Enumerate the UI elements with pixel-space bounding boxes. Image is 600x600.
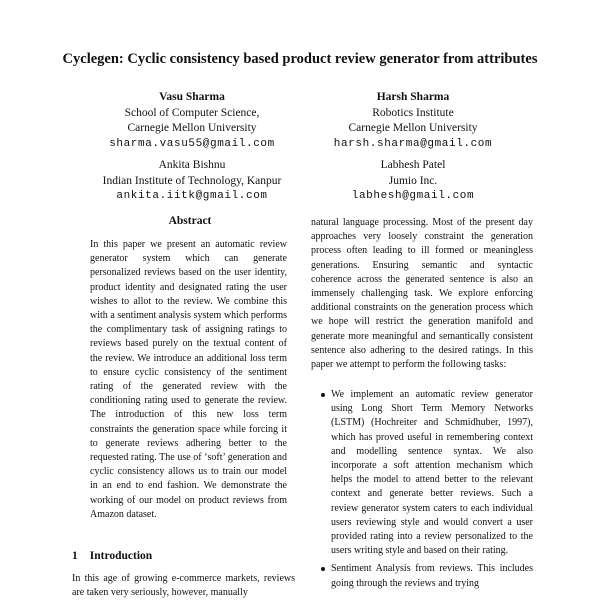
abstract-heading: Abstract [168, 215, 212, 227]
author-name: Vasu Sharma [159, 91, 225, 103]
section-title: Introduction [89, 550, 153, 562]
list-item-text: Sentiment Analysis from reviews. This includes going through the reviews and trying [331, 563, 533, 589]
author-email: sharma.vasu55@gmail.com [109, 137, 275, 150]
list-item [311, 562, 533, 590]
author-block [293, 90, 533, 152]
section-number: 1 [72, 550, 78, 562]
author-email: ankita.iitk@gmail.com [116, 190, 268, 202]
list-item [311, 388, 533, 558]
author-name: Harsh Sharma [376, 91, 450, 103]
paper-title: Cyclegen: Cyclic consistency based product review generator from attributes [62, 51, 538, 67]
author-block [72, 158, 312, 205]
contribution-list [311, 388, 533, 595]
list-item-text: We implement an automatic review generator using Long Short Term Memory Networks (LSTM) (Hochreiter and Schmidhuber, 1997), which has proved useful in remembering context and modelling sentence syntax. We also incorporate a soft attention mechanism which helps the model to attend better to the relevant context and generate better reviews. Such a review generator system caters to each individual users reviewing style and would convert a user provided rating into a review personalized to the users writing style and based on their rating. [331, 389, 533, 557]
author-affiliation: Indian Institute of Technology, Kanpur [102, 174, 282, 187]
author-email: harsh.sharma@gmail.com [333, 137, 493, 150]
bullet-icon [321, 567, 325, 571]
section-heading [72, 550, 152, 562]
author-affiliation: Robotics Institute [372, 106, 454, 119]
author-block [293, 158, 533, 205]
bullet-icon [321, 393, 325, 397]
author-name: Labhesh Patel [380, 159, 446, 171]
author-block [72, 90, 312, 152]
author-email: labhesh@gmail.com [351, 190, 475, 202]
right-column-text: natural language processing. Most of the present day approaches very loosely constraint the generation process often leading to ill formed or meaningless generations. Ensuring semantic and syntactic coherence across the generated sentence is also an immensely challenging task. We explore enforcing additional constraints on the generation process which we hope will restrict the generation manifold and generate more meaningful and semantically consistent sentence also adhering to the desired ratings. In this paper we attempt to perform the following tasks: [311, 217, 533, 371]
author-name: Ankita Bishnu [158, 159, 226, 171]
author-affiliation: Jumio Inc. [388, 174, 438, 187]
author-affiliation: Carnegie Mellon University [348, 122, 478, 134]
abstract-text: In this paper we present an automatic review generator system which can generate personalized reviews based on the user identity, product identity and designated rating the user wishes to allot to the review. We combine this with a sentiment analysis system which performs the complimentary task of assigning ratings to reviews based purely on the textual content of the review. We introduce an additional loss term to ensure cyclic consistency of the sentiment rating of the generated review with the conditioning rating used to generate the review. The introduction of this new loss term constraints the generation space while forcing it to generate reviews adhering better to the requested rating. The use of ‘soft’ generation and cyclic consistency allows us to train our model in an end to end fashion. We demonstrate the working of our model on product reviews from Amazon dataset. [90, 239, 287, 520]
introduction-text: In this age of growing e-commerce markets, reviews are taken very seriously, however, manually [72, 573, 295, 599]
author-affiliation: Carnegie Mellon University [127, 122, 257, 134]
author-affiliation: School of Computer Science, [124, 106, 260, 119]
